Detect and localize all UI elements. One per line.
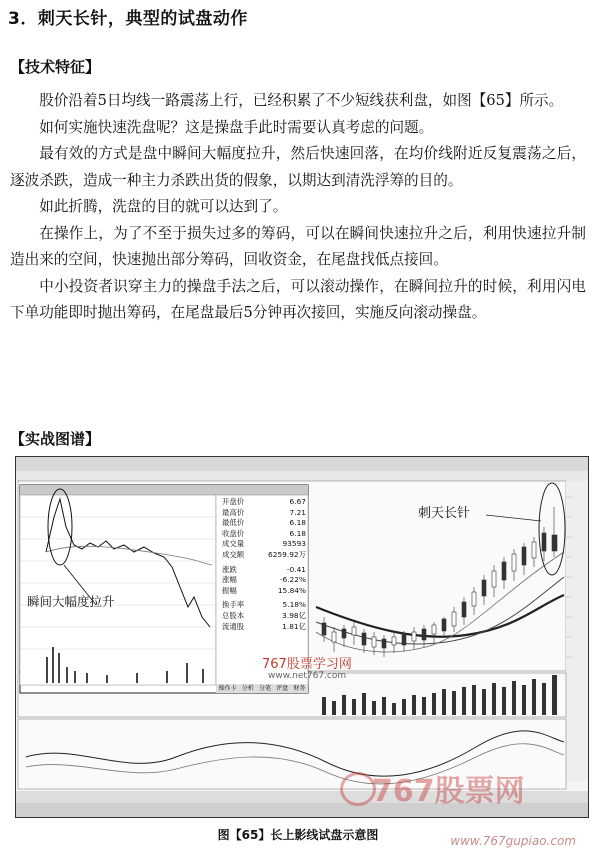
quote-row [222, 586, 306, 597]
quote-value: 93593 [282, 539, 306, 549]
watermark-big: 767股票网 [372, 774, 525, 809]
app-toolbar [16, 457, 588, 471]
quote-row [222, 529, 306, 540]
body-text [10, 88, 586, 327]
quote-value: 1.81亿 [282, 621, 306, 631]
stock-chart-figure [15, 456, 589, 818]
app-title-bar [16, 471, 588, 481]
quote-tab[interactable]: 分笔 [258, 685, 271, 692]
quote-value: -6.22% [279, 575, 306, 585]
watermark-bottom: www.767gupiao.com [450, 834, 576, 848]
quote-key: 最低价 [222, 518, 245, 528]
quote-key: 总股本 [222, 610, 245, 620]
figure-caption: 图【65】长上影线试盘示意图 [217, 828, 379, 842]
quote-key: 换手率 [222, 600, 245, 610]
quote-key: 振幅 [222, 585, 237, 595]
quote-tabs [216, 685, 308, 693]
quote-key: 成交额 [222, 549, 245, 559]
quote-row [222, 518, 306, 529]
annotation-spike-label: 刺天长针 [418, 506, 471, 521]
quote-tab[interactable]: 评盘 [276, 685, 289, 692]
quote-row [222, 575, 306, 586]
quote-tab[interactable]: 操作卡 [218, 685, 237, 692]
quote-value: 7.21 [289, 507, 306, 517]
chart-heading: 【实战图谱】 [10, 430, 101, 448]
quote-row [222, 565, 306, 576]
quote-key: 涨跌 [222, 564, 237, 574]
paragraph: 如此折腾，洗盘的目的就可以达到了。 [39, 198, 288, 215]
quote-row [222, 622, 306, 633]
paragraph: 股价沿着5日均线一路震荡上行，已经积累了不少短线获利盘，如图【65】所示。 [39, 92, 564, 109]
quote-value: 15.84% [277, 585, 306, 595]
quote-value: 3.98亿 [282, 610, 306, 620]
quote-key: 成交量 [222, 539, 245, 549]
watermark-site: 767股票学习网 [262, 657, 352, 672]
quote-row [222, 508, 306, 519]
quote-key: 涨幅 [222, 575, 237, 585]
quote-value: 5.18% [282, 600, 306, 610]
quote-row [222, 611, 306, 622]
paragraph: 中小投资者识穿主力的操盘手法之后，可以滚动操作，在瞬间拉升的时候，利用闪电下单功能即时抛出筹码，在尾盘最后5分钟再次接回，实施反向滚动操盘。 [10, 277, 586, 321]
quote-value: 6.18 [289, 518, 306, 528]
quote-value: 6.18 [289, 528, 306, 538]
quote-key: 开盘价 [222, 497, 245, 506]
quote-row [222, 550, 306, 561]
quote-panel [222, 497, 306, 632]
paragraph: 在操作上，为了不至于损失过多的筹码，可以在瞬间快速拉升之后，利用快速拉升制造出来的空间，快速抛出部分筹码，回收资金，在尾盘找低点接回。 [10, 224, 586, 268]
tech-heading: 【技术特征】 [10, 58, 101, 76]
paragraph: 最有效的方式是盘中瞬间大幅度拉升，然后快速回落，在均价线附近反复震荡之后，逐波杀跌，造成一种主力杀跌出货的假象，以期达到清洗浮筹的目的。 [10, 145, 586, 189]
quote-tab[interactable]: 分析 [241, 685, 254, 692]
quote-value: -0.41 [286, 564, 306, 574]
quote-row [222, 539, 306, 550]
quote-tab[interactable]: 财务 [293, 685, 306, 692]
quote-row [222, 600, 306, 611]
quote-key: 流通股 [222, 621, 245, 631]
watermark-logo-icon [340, 772, 376, 806]
section-title: 3．刺天长针，典型的试盘动作 [8, 9, 248, 29]
annotation-rise-label: 瞬间大幅度拉升 [27, 594, 115, 609]
price-scale [566, 481, 588, 781]
paragraph: 如何实施快速洗盘呢？这是操盘手此时需要认真考虑的问题。 [39, 118, 434, 136]
quote-row [222, 497, 306, 508]
quote-key: 最高价 [222, 507, 245, 517]
quote-value: 6.67 [289, 497, 306, 506]
quote-value: 6259.92万 [268, 549, 306, 559]
watermark-url: www.net767.com [268, 671, 347, 681]
quote-key: 收盘价 [222, 528, 245, 538]
